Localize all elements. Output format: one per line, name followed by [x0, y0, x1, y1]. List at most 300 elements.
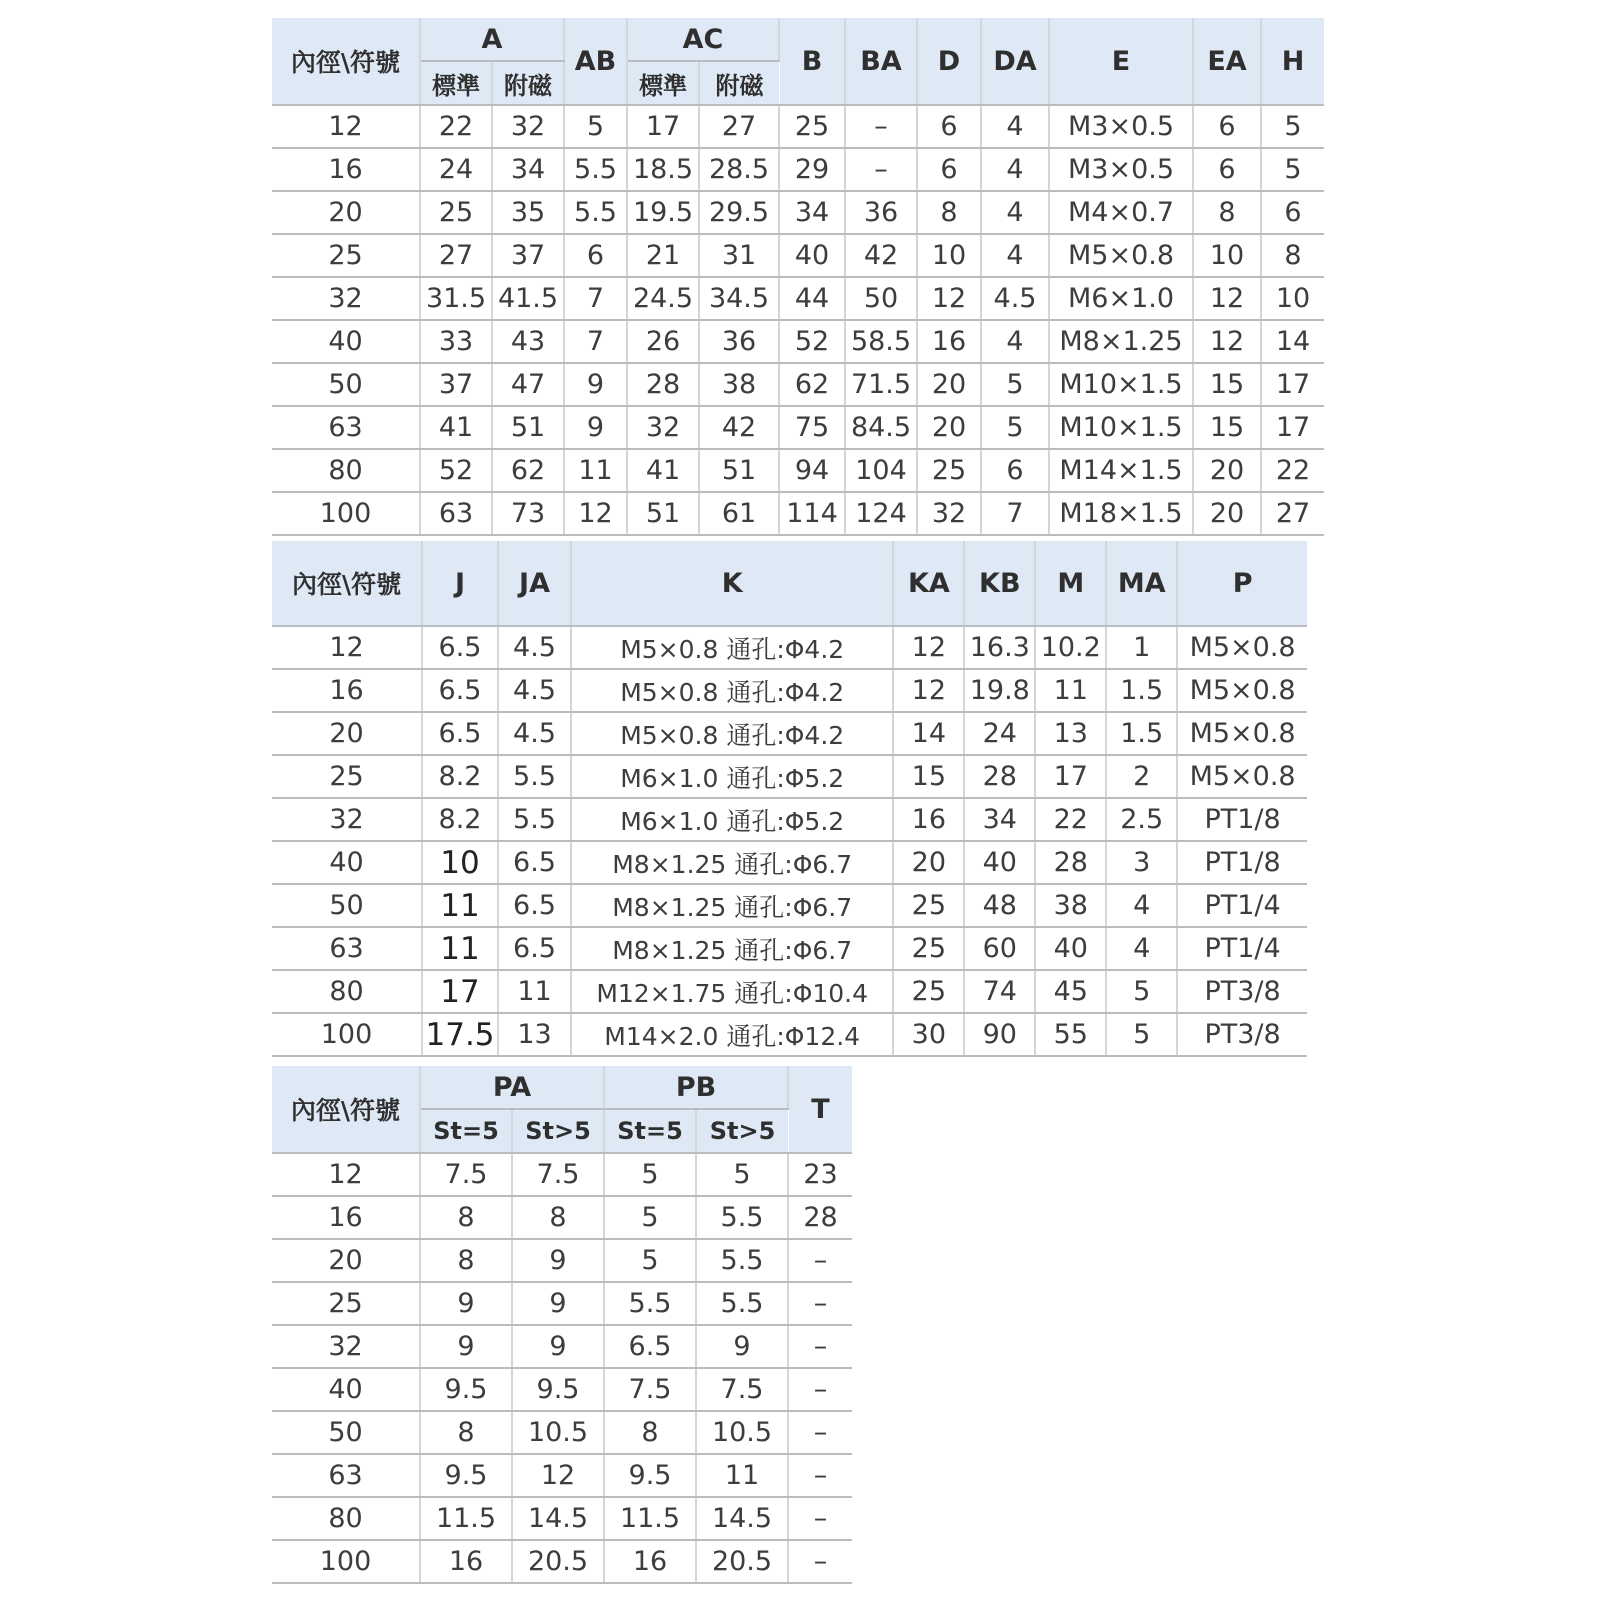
table-cell: 4.5	[498, 626, 571, 669]
table-cell: 5.5	[498, 798, 571, 841]
table-cell: 12	[1193, 320, 1261, 363]
table-cell: 37	[492, 234, 564, 277]
table-cell: 9	[512, 1239, 604, 1282]
table-cell: M5×0.8 通孔:Φ4.2	[571, 712, 893, 755]
table-row	[272, 1196, 852, 1239]
column-header-BA: BA	[845, 18, 917, 105]
table-cell: 9	[564, 406, 627, 449]
table-cell: 2.5	[1106, 798, 1177, 841]
table-cell: 15	[893, 755, 964, 798]
table-cell: 29.5	[699, 191, 779, 234]
table-cell: 94	[779, 449, 845, 492]
table-cell: M5×0.8	[1177, 669, 1307, 712]
table-cell: M12×1.75 通孔:Φ10.4	[571, 970, 893, 1013]
table-cell: 6	[1261, 191, 1324, 234]
table-cell: 24	[964, 712, 1035, 755]
row-bore-cell: 16	[272, 148, 420, 191]
table-cell: 8	[917, 191, 981, 234]
table-cell: 12	[893, 626, 964, 669]
table-cell: 22	[1035, 798, 1106, 841]
table-cell: 27	[420, 234, 492, 277]
table-row	[272, 1454, 852, 1497]
table-row	[272, 1540, 852, 1583]
table-cell: 11	[422, 884, 498, 927]
table-cell: M5×0.8	[1177, 712, 1307, 755]
table-cell: 4	[1106, 927, 1177, 970]
row-bore-cell: 32	[272, 277, 420, 320]
table-cell: 6.5	[422, 626, 498, 669]
table-cell: 5	[604, 1239, 696, 1282]
table-cell: 11.5	[420, 1497, 512, 1540]
row-bore-cell: 16	[272, 669, 422, 712]
table-cell: 4.5	[498, 669, 571, 712]
column-header-KB: KB	[964, 541, 1035, 626]
column-header-K: K	[571, 541, 893, 626]
table-cell: 8	[512, 1196, 604, 1239]
table-cell: –	[788, 1454, 852, 1497]
table-cell: –	[788, 1368, 852, 1411]
table-cell: 28	[964, 755, 1035, 798]
table-cell: 20	[1193, 449, 1261, 492]
table-cell: 7.5	[420, 1153, 512, 1196]
table-cell: 17.5	[422, 1013, 498, 1056]
table-cell: 16.3	[964, 626, 1035, 669]
column-header-PA: PA	[420, 1066, 604, 1109]
table-cell: 23	[788, 1153, 852, 1196]
table-cell: 62	[492, 449, 564, 492]
table-cell: 9.5	[604, 1454, 696, 1497]
table-row	[272, 1282, 852, 1325]
table-cell: 42	[845, 234, 917, 277]
table-cell: 1.5	[1106, 712, 1177, 755]
table-cell: PT1/8	[1177, 841, 1307, 884]
table-cell: 10	[1261, 277, 1324, 320]
column-header-E: E	[1049, 18, 1193, 105]
column-header-J: J	[422, 541, 498, 626]
column-header-AC: AC	[627, 18, 779, 61]
table-cell: 9	[512, 1325, 604, 1368]
table-cell: 43	[492, 320, 564, 363]
row-bore-cell: 100	[272, 1540, 420, 1583]
table-cell: 15	[1193, 406, 1261, 449]
column-header-D: D	[917, 18, 981, 105]
subheader-PA-st-gt-5: St>5	[512, 1109, 604, 1153]
table-cell: M5×0.8	[1049, 234, 1193, 277]
row-bore-cell: 50	[272, 884, 422, 927]
table-cell: 17	[422, 970, 498, 1013]
table-cell: 6	[1193, 105, 1261, 148]
table-cell: 22	[1261, 449, 1324, 492]
table-cell: M3×0.5	[1049, 105, 1193, 148]
table-cell: 10	[1193, 234, 1261, 277]
table-cell: 13	[498, 1013, 571, 1056]
subheader-AC-magnetic: 附磁	[699, 61, 779, 105]
table-cell: –	[845, 148, 917, 191]
table-cell: 61	[699, 492, 779, 535]
table-cell: 5	[564, 105, 627, 148]
table-cell: 6	[917, 105, 981, 148]
row-bore-cell: 50	[272, 1411, 420, 1454]
table-row	[272, 755, 1307, 798]
table-cell: 7.5	[512, 1153, 604, 1196]
table-cell: PT3/8	[1177, 1013, 1307, 1056]
table-cell: 25	[893, 927, 964, 970]
table-cell: M3×0.5	[1049, 148, 1193, 191]
table-cell: 9	[512, 1282, 604, 1325]
table-cell: 104	[845, 449, 917, 492]
table-cell: 28	[788, 1196, 852, 1239]
table-cell: 25	[893, 884, 964, 927]
table-cell: 45	[1035, 970, 1106, 1013]
table-cell: –	[788, 1411, 852, 1454]
table-cell: 52	[420, 449, 492, 492]
table-row	[272, 1153, 852, 1196]
table-cell: 12	[1193, 277, 1261, 320]
column-header-DA: DA	[981, 18, 1049, 105]
column-header-A: A	[420, 18, 564, 61]
table-cell: 2	[1106, 755, 1177, 798]
column-header-KA: KA	[893, 541, 964, 626]
table-cell: M5×0.8 通孔:Φ4.2	[571, 626, 893, 669]
table-cell: 60	[964, 927, 1035, 970]
dimension-table-3	[272, 1066, 852, 1584]
table-cell: 40	[779, 234, 845, 277]
table-cell: 63	[420, 492, 492, 535]
table-cell: 6	[981, 449, 1049, 492]
table-cell: 8	[420, 1196, 512, 1239]
table-row	[272, 626, 1307, 669]
table-cell: 37	[420, 363, 492, 406]
table-row	[272, 363, 1324, 406]
table-cell: 55	[1035, 1013, 1106, 1056]
row-bore-cell: 100	[272, 492, 420, 535]
table-row	[272, 1013, 1307, 1056]
table-cell: 17	[1261, 363, 1324, 406]
column-header-EA: EA	[1193, 18, 1261, 105]
column-header-JA: JA	[498, 541, 571, 626]
dimension-table-2	[272, 541, 1307, 1057]
table-cell: 29	[779, 148, 845, 191]
table-cell: 20.5	[512, 1540, 604, 1583]
table-cell: 16	[420, 1540, 512, 1583]
table-cell: 5	[1106, 970, 1177, 1013]
table-cell: –	[788, 1497, 852, 1540]
table-cell: 6.5	[498, 841, 571, 884]
table-cell: –	[788, 1239, 852, 1282]
table-cell: 5	[1106, 1013, 1177, 1056]
row-bore-cell: 12	[272, 105, 420, 148]
table-cell: 14.5	[696, 1497, 788, 1540]
table-cell: 114	[779, 492, 845, 535]
table-cell: 20.5	[696, 1540, 788, 1583]
row-bore-cell: 40	[272, 1368, 420, 1411]
row-bore-cell: 50	[272, 363, 420, 406]
table-cell: 6.5	[604, 1325, 696, 1368]
table-row	[272, 970, 1307, 1013]
table-row	[272, 1368, 852, 1411]
table-cell: 14	[893, 712, 964, 755]
table-cell: 3	[1106, 841, 1177, 884]
subheader-A-magnetic: 附磁	[492, 61, 564, 105]
table-cell: M10×1.5	[1049, 363, 1193, 406]
table-row	[272, 1239, 852, 1282]
table-cell: 5	[1261, 105, 1324, 148]
table-cell: 40	[964, 841, 1035, 884]
table-cell: –	[788, 1540, 852, 1583]
table-cell: 90	[964, 1013, 1035, 1056]
column-header-T: T	[788, 1066, 852, 1153]
table-cell: 20	[917, 363, 981, 406]
table-cell: 8.2	[422, 755, 498, 798]
table-cell: 9.5	[420, 1368, 512, 1411]
table-row	[272, 1497, 852, 1540]
table-cell: 20	[1193, 492, 1261, 535]
table-cell: 28	[1035, 841, 1106, 884]
table-cell: 5	[981, 406, 1049, 449]
table-cell: 4	[981, 105, 1049, 148]
table-cell: 6.5	[498, 884, 571, 927]
table-cell: 42	[699, 406, 779, 449]
table-cell: 33	[420, 320, 492, 363]
table-cell: 32	[917, 492, 981, 535]
table-cell: 12	[893, 669, 964, 712]
table-cell: 7.5	[696, 1368, 788, 1411]
table-cell: 12	[512, 1454, 604, 1497]
table-cell: 28	[627, 363, 699, 406]
table-cell: 4	[981, 148, 1049, 191]
table-cell: M4×0.7	[1049, 191, 1193, 234]
table-cell: M6×1.0 通孔:Φ5.2	[571, 755, 893, 798]
subheader-PA-st-eq-5: St=5	[420, 1109, 512, 1153]
table-cell: 27	[1261, 492, 1324, 535]
table-cell: 31.5	[420, 277, 492, 320]
table-row	[272, 798, 1307, 841]
column-header-AB: AB	[564, 18, 627, 105]
row-bore-cell: 12	[272, 1153, 420, 1196]
table-cell: 4	[1106, 884, 1177, 927]
table-cell: –	[788, 1282, 852, 1325]
table-row	[272, 105, 1324, 148]
table-cell: 38	[1035, 884, 1106, 927]
table-row	[272, 1325, 852, 1368]
table-cell: 9	[420, 1325, 512, 1368]
table-cell: 25	[779, 105, 845, 148]
table-cell: 5	[696, 1153, 788, 1196]
table-cell: 8.2	[422, 798, 498, 841]
table-cell: 4.5	[981, 277, 1049, 320]
table-cell: M6×1.0	[1049, 277, 1193, 320]
table-cell: 41	[627, 449, 699, 492]
table-cell: 4	[981, 191, 1049, 234]
table-cell: 9	[564, 363, 627, 406]
table-cell: 32	[492, 105, 564, 148]
table-cell: 26	[627, 320, 699, 363]
table-cell: 41	[420, 406, 492, 449]
table-cell: 5.5	[498, 755, 571, 798]
table-cell: 8	[1261, 234, 1324, 277]
table-row	[272, 927, 1307, 970]
subheader-AC-standard: 標準	[627, 61, 699, 105]
table-cell: 11	[422, 927, 498, 970]
table-cell: 6	[564, 234, 627, 277]
table-cell: 10.2	[1035, 626, 1106, 669]
subheader-PB-st-gt-5: St>5	[696, 1109, 788, 1153]
row-bore-cell: 80	[272, 970, 422, 1013]
row-bore-cell: 63	[272, 927, 422, 970]
table-cell: 9	[696, 1325, 788, 1368]
table-cell: 35	[492, 191, 564, 234]
table-cell: 6.5	[422, 669, 498, 712]
table-cell: 58.5	[845, 320, 917, 363]
row-bore-cell: 40	[272, 320, 420, 363]
row-bore-cell: 32	[272, 1325, 420, 1368]
table-cell: 51	[492, 406, 564, 449]
table-cell: 7	[564, 277, 627, 320]
table-cell: 7	[564, 320, 627, 363]
table-cell: 34.5	[699, 277, 779, 320]
table-cell: M5×0.8 通孔:Φ4.2	[571, 669, 893, 712]
table-cell: 51	[627, 492, 699, 535]
table-cell: 5.5	[696, 1196, 788, 1239]
row-bore-cell: 12	[272, 626, 422, 669]
table-cell: 84.5	[845, 406, 917, 449]
table-cell: 10	[917, 234, 981, 277]
table-cell: 16	[893, 798, 964, 841]
column-header-bore: 內徑\符號	[272, 18, 420, 105]
table-cell: 11.5	[604, 1497, 696, 1540]
row-bore-cell: 40	[272, 841, 422, 884]
table-cell: M14×2.0 通孔:Φ12.4	[571, 1013, 893, 1056]
table-cell: M5×0.8	[1177, 755, 1307, 798]
table-cell: M6×1.0 通孔:Φ5.2	[571, 798, 893, 841]
table-cell: 5	[604, 1153, 696, 1196]
table-row	[272, 406, 1324, 449]
table-row	[272, 191, 1324, 234]
table-cell: 12	[564, 492, 627, 535]
table-cell: 9	[420, 1282, 512, 1325]
table-cell: 62	[779, 363, 845, 406]
table-cell: 5	[981, 363, 1049, 406]
subheader-PB-st-eq-5: St=5	[604, 1109, 696, 1153]
table-row	[272, 712, 1307, 755]
column-header-H: H	[1261, 18, 1324, 105]
table-cell: 11	[498, 970, 571, 1013]
table-cell: 5	[604, 1196, 696, 1239]
table-header-row	[272, 1066, 852, 1109]
row-bore-cell: 100	[272, 1013, 422, 1056]
table-cell: 30	[893, 1013, 964, 1056]
table-cell: 20	[917, 406, 981, 449]
table-cell: 124	[845, 492, 917, 535]
table-cell: 10	[422, 841, 498, 884]
table-cell: 13	[1035, 712, 1106, 755]
table-cell: 7.5	[604, 1368, 696, 1411]
table-cell: 15	[1193, 363, 1261, 406]
table-cell: PT1/4	[1177, 884, 1307, 927]
table-header-row	[272, 18, 1324, 61]
table-cell: 38	[699, 363, 779, 406]
table-cell: 6.5	[422, 712, 498, 755]
table-cell: M18×1.5	[1049, 492, 1193, 535]
table-cell: 4	[981, 234, 1049, 277]
table-cell: M8×1.25	[1049, 320, 1193, 363]
table-cell: 24	[420, 148, 492, 191]
row-bore-cell: 63	[272, 1454, 420, 1497]
table-cell: 24.5	[627, 277, 699, 320]
table-cell: 18.5	[627, 148, 699, 191]
table-cell: 5.5	[564, 148, 627, 191]
column-header-bore: 內徑\符號	[272, 1066, 420, 1153]
subheader-A-standard: 標準	[420, 61, 492, 105]
table-cell: 7	[981, 492, 1049, 535]
table-cell: M10×1.5	[1049, 406, 1193, 449]
table-cell: M14×1.5	[1049, 449, 1193, 492]
table-cell: 16	[604, 1540, 696, 1583]
table-row	[272, 669, 1307, 712]
table-cell: 47	[492, 363, 564, 406]
row-bore-cell: 25	[272, 234, 420, 277]
table-cell: 25	[420, 191, 492, 234]
table-cell: 25	[917, 449, 981, 492]
table-cell: 8	[1193, 191, 1261, 234]
table-cell: 34	[964, 798, 1035, 841]
table-cell: 8	[420, 1411, 512, 1454]
table-cell: 4.5	[498, 712, 571, 755]
table-cell: 5.5	[564, 191, 627, 234]
table-cell: 5.5	[696, 1239, 788, 1282]
table-row	[272, 492, 1324, 535]
table-cell: M5×0.8	[1177, 626, 1307, 669]
table-cell: 34	[779, 191, 845, 234]
table-row	[272, 841, 1307, 884]
table-cell: 34	[492, 148, 564, 191]
table-cell: 31	[699, 234, 779, 277]
table-cell: 14.5	[512, 1497, 604, 1540]
column-header-bore: 內徑\符號	[272, 541, 422, 626]
table-cell: 36	[699, 320, 779, 363]
table-cell: 75	[779, 406, 845, 449]
table-cell: 17	[1035, 755, 1106, 798]
table-cell: 6	[1193, 148, 1261, 191]
table-cell: 9.5	[420, 1454, 512, 1497]
table-cell: 52	[779, 320, 845, 363]
table-cell: 14	[1261, 320, 1324, 363]
table-cell: 9.5	[512, 1368, 604, 1411]
dimension-table-1	[272, 18, 1324, 536]
table-cell: 74	[964, 970, 1035, 1013]
column-header-B: B	[779, 18, 845, 105]
column-header-P: P	[1177, 541, 1307, 626]
table-cell: 17	[627, 105, 699, 148]
row-bore-cell: 25	[272, 1282, 420, 1325]
table-row	[272, 277, 1324, 320]
table-cell: 20	[893, 841, 964, 884]
column-header-MA: MA	[1106, 541, 1177, 626]
row-bore-cell: 20	[272, 191, 420, 234]
table-cell: 10.5	[512, 1411, 604, 1454]
table-cell: 51	[699, 449, 779, 492]
row-bore-cell: 20	[272, 1239, 420, 1282]
table-cell: 8	[604, 1411, 696, 1454]
table-cell: PT1/4	[1177, 927, 1307, 970]
table-cell: 11	[564, 449, 627, 492]
table-row	[272, 1411, 852, 1454]
table-cell: 27	[699, 105, 779, 148]
table-cell: M8×1.25 通孔:Φ6.7	[571, 841, 893, 884]
row-bore-cell: 16	[272, 1196, 420, 1239]
table-cell: 28.5	[699, 148, 779, 191]
table-cell: 25	[893, 970, 964, 1013]
